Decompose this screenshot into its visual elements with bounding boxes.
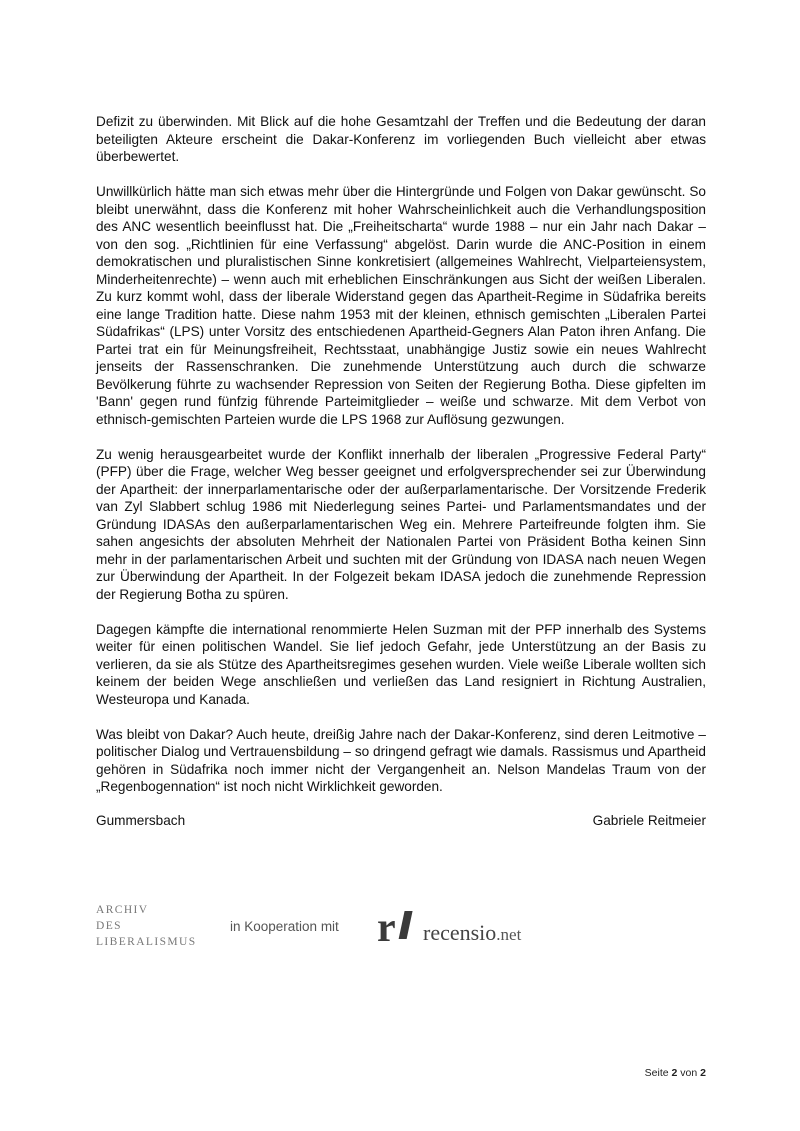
recensio-name: recensio [423, 920, 497, 945]
recensio-r-logo-icon [376, 909, 416, 945]
page-separator: von [680, 1067, 698, 1079]
signature-line [96, 812, 706, 830]
recensio-logo-text [423, 920, 521, 946]
paragraph-4: Dagegen kämpfte die international renommierte Helen Suzman mit der PFP innerhalb des Systems weiter für einen politischen Wandel. Sie lief jedoch Gefahr, jede Unterstützung an der Basis zu verlieren, da sie als Stütze des Apartheitsregimes gesehen wurden. Viele weiße Liberale wollten sich keinem der beiden Wege anschließen und verließen das Land resigniert in Richtung Australien, Westeuropa und Kanada. [96, 621, 706, 707]
footer-logos [96, 900, 716, 960]
page-number [560, 1067, 706, 1079]
page-total: 2 [700, 1067, 706, 1079]
paragraph-5: Was bleibt von Dakar? Auch heute, dreißig Jahre nach der Dakar-Konferenz, sind deren Leitmotive – politischer Dialog und Vertrauensbildung – so dringend gefragt wie damals. Rassismus und Apartheid gehören in Südafrika noch immer nicht der Vergangenheit an. Nelson Mandelas Traum von der „Regenbogennation“ ist noch nicht Wirklichkeit geworden. [96, 726, 706, 794]
archiv-line-1: ARCHIV [96, 904, 149, 916]
archiv-line-2: DES [96, 920, 122, 932]
signature-author: Gabriele Reitmeier [592, 813, 706, 828]
signature-place: Gummersbach [96, 813, 186, 828]
body-text [96, 113, 706, 813]
paragraph-3: Zu wenig herausgearbeitet wurde der Konflikt innerhalb der liberalen „Progressive Federal Party“ (PFP) über die Frage, welcher Weg besser geeignet und erfolgversprechender sei zur Überwindung der Apartheit: der innerparlamentarische oder der außerparlamentarische. Der Vorsitzende Frederik van Zyl Slabbert schlug 1986 mit Niederlegung seines Partei- und Parlamentsmandates und der Gründung IDASAs den außerparlamentarischen Weg ein. Mehrere Parteifreunde folgten ihm. Sie sahen angesichts der absoluten Mehrheit der Nationalen Partei von Präsident Botha keinen Sinn mehr in der parlamentarischen Arbeit und suchten mit der Gründung von IDASA nach neuen Wegen zur Überwindung der Apartheit. In der Folgezeit bekam IDASA jedoch die zunehmende Repression der Regierung Botha zu spüren. [96, 446, 706, 602]
recensio-logo-letter: r [377, 909, 396, 945]
paragraph-1: Defizit zu überwinden. Mit Blick auf die hohe Gesamtzahl der Treffen und die Bedeutung der daran beteiligten Akteure erscheint die Dakar-Konferenz im vorliegenden Buch vielleicht aber etwas überbewertet. [96, 114, 706, 164]
archiv-line-3: LIBERALISMUS [96, 936, 197, 948]
paragraph-2: Unwillkürlich hätte man sich etwas mehr über die Hintergründe und Folgen von Dakar gewünscht. So bleibt unerwähnt, dass die Konferenz mit hoher Wahrscheinlichkeit auch die Verhandlungsposition des ANC wesentlich beeinflusst hat. Die „Freiheitscharta“ wurde 1988 – nur ein Jahr nach Dakar – von den sog. „Richtlinien für eine Verfassung“ abgelöst. Darin wurde die ANC-Position in einem demokratischen und pluralistischen Sinne konkretisiert (allgemeines Wahlrecht, Vielparteiensystem, Minderheitenrechte) – wenn auch mit erheblichen Einschränkungen aus Sicht der weißen Liberalen. Zu kurz kommt wohl, dass der liberale Widerstand gegen das Apartheit-Regime in Südafrika bereits eine lange Tradition hatte. Diese nahm 1953 mit der kleinen, ethnisch gemischten „Liberalen Partei Südafrikas“ (LPS) unter Vorsitz des entschiedenen Apartheid-Gegners Alan Paton ihren Anfang. Die Partei trat ein für Meinungsfreiheit, Rechtsstaat, unabhängige Justiz sowie ein neues Wahlrecht jenseits der Rassenschranken. Die zunehmende Unterstützung auch durch die schwarze Bevölkerung führte zu wachsender Repression von Seiten der Regierung Botha. Diese gipfelten im 'Bann' gegen rund fünfzig führende Parteimitglieder – weiße und schwarze. Mit dem Verbot von ethnisch-gemischten Parteien wurde die LPS 1968 zur Auflösung gezwungen. [96, 184, 706, 427]
page-prefix: Seite [644, 1067, 669, 1079]
cooperation-text: in Kooperation mit [230, 919, 339, 934]
page-current: 2 [671, 1067, 678, 1079]
recensio-tld: .net [496, 925, 522, 944]
archiv-des-liberalismus-logo [96, 902, 197, 950]
